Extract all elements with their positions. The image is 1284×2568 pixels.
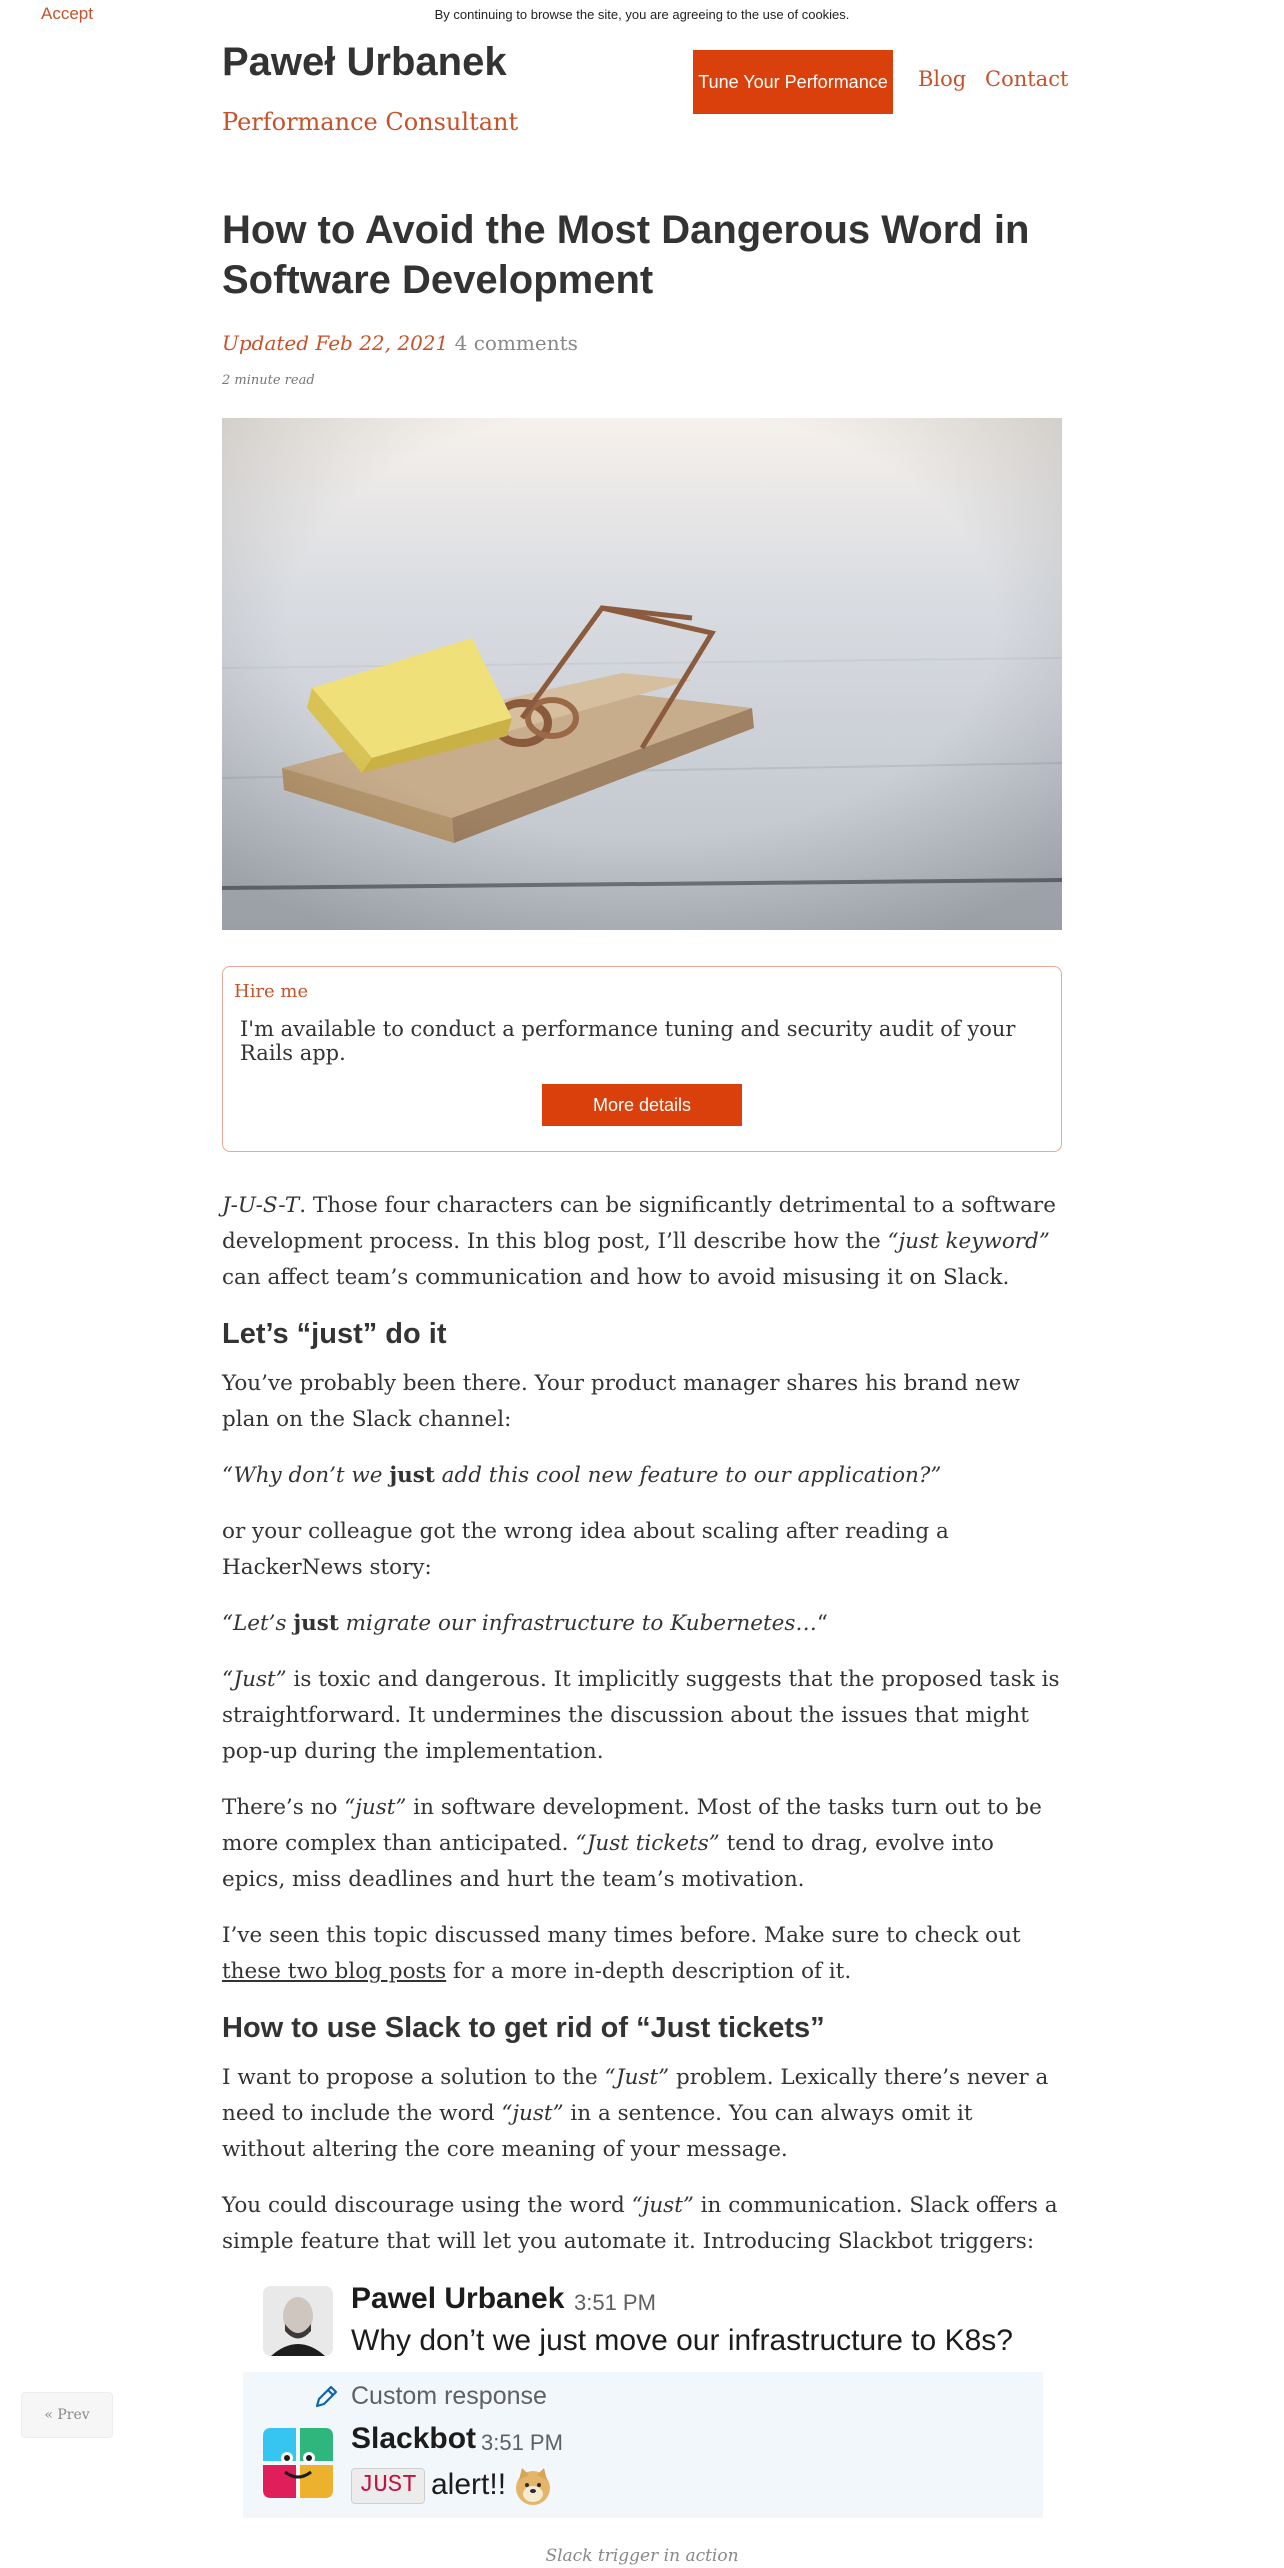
prev-post-button[interactable]: « Prev: [21, 2392, 113, 2438]
avatar: [263, 2286, 333, 2356]
quote-2: [222, 1606, 1062, 1642]
quote-1-a: “Why don’t we: [222, 1463, 390, 1488]
p5-b: for a more in-depth description of it.: [446, 1959, 852, 1984]
cookie-message: By continuing to browse the site, you are agreeing to the use of cookies.: [434, 7, 850, 22]
quote-1-just: just: [389, 1463, 435, 1488]
site-name[interactable]: Paweł Urbanek: [222, 40, 507, 84]
slack-user-name: Pawel Urbanek: [351, 2282, 565, 2315]
p7-just: “just”: [631, 2193, 694, 2218]
hire-me-label: Hire me: [234, 981, 309, 1002]
quote-2-just: just: [293, 1611, 339, 1636]
read-time: 2 minute read: [222, 373, 315, 388]
slackbot-response-panel: [243, 2372, 1043, 2518]
quote-2-b: migrate our infrastructure to Kubernetes…: [338, 1611, 817, 1636]
just-spelled: J-U-S-T: [222, 1193, 300, 1218]
blog-posts-link[interactable]: these two blog posts: [222, 1959, 447, 1984]
pencil-icon: [313, 2384, 339, 2410]
p6-c: in a sentence. You can always omit it without altering the core meaning of your message.: [222, 2101, 973, 2162]
user-avatar-icon: [263, 2286, 333, 2356]
site-role: Performance Consultant: [222, 108, 519, 136]
section-heading-lets-just: Let’s “just” do it: [222, 1318, 447, 1350]
hero-image: [222, 418, 1062, 930]
p5-a: I’ve seen this topic discussed many times before. Make sure to check out: [222, 1923, 1021, 1948]
p6-just1: “Just”: [604, 2065, 670, 2090]
p6-b: problem. Lexically there’s never a need to include the word: [222, 2065, 1049, 2126]
p7-a: You could discourage using the word: [222, 2193, 632, 2218]
p4-b: in software development. Most of the tasks turn out to be more complex than anticipated.: [222, 1795, 1042, 1856]
tune-performance-button[interactable]: [693, 50, 893, 114]
post-title: How to Avoid the Most Dangerous Word in Software Development: [222, 208, 1030, 302]
paragraph-2: or your colleague got the wrong idea about scaling after reading a HackerNews story:: [222, 1519, 949, 1580]
p4-c: tend to drag, evolve into epics, miss deadlines and hurt the team’s motivation.: [222, 1831, 994, 1892]
paragraph-6: [222, 2060, 1062, 2168]
post-comments-link[interactable]: 4 comments: [454, 331, 578, 355]
p3-just: “Just”: [222, 1667, 287, 1692]
quote-2-a: “Let’s: [222, 1611, 294, 1636]
slackbot-time: 3:51 PM: [481, 2430, 563, 2455]
cookie-accept-link[interactable]: Accept: [41, 4, 93, 23]
article-body: [222, 1188, 1062, 2280]
alert-text: alert!!: [431, 2468, 507, 2501]
mousetrap-illustration: [222, 418, 1062, 930]
intro-text-b: can affect team’s communication and how to avoid misusing it on Slack.: [222, 1265, 1010, 1290]
doge-emoji-icon: [513, 2466, 553, 2506]
just-badge: JUST: [351, 2468, 425, 2504]
nav-contact-link[interactable]: Contact: [985, 67, 1069, 91]
slackbot-name: Slackbot: [351, 2422, 477, 2455]
quote-1: [222, 1458, 1062, 1494]
intro-paragraph: [222, 1188, 1062, 1296]
p4-just: “just”: [344, 1795, 407, 1820]
paragraph-5: [222, 1918, 1062, 1990]
p4-tickets: “Just tickets”: [575, 1831, 720, 1856]
p3-rest: is toxic and dangerous. It implicitly suggests that the proposed task is straightforward. It undermines the discussion about the issues that might pop-up during the implementation.: [222, 1667, 1060, 1764]
slack-trigger-screenshot: [243, 2272, 1043, 2518]
tune-performance-label: Tune Your Performance: [698, 71, 888, 92]
intro-text-a: . Those four characters can be significantly detrimental to a software development process. In this blog post, I’ll describe how the: [222, 1193, 1056, 1254]
paragraph-4: [222, 1790, 1062, 1898]
nav-blog-link[interactable]: Blog: [918, 67, 967, 91]
p4-a: There’s no: [222, 1795, 345, 1820]
hire-me-box: [222, 966, 1062, 1152]
post-updated-date: Updated Feb 22, 2021: [222, 331, 449, 355]
slack-user-time: 3:51 PM: [574, 2290, 656, 2315]
slack-user-message: Why don’t we just move our infrastructure to K8s?: [351, 2324, 1013, 2357]
paragraph-1: You’ve probably been there. Your product manager shares his brand new plan on the Slack channel:: [222, 1371, 1020, 1432]
p7-b: in communication. Slack offers a simple feature that will let you automate it. Introducing Slackbot triggers:: [222, 2193, 1058, 2254]
paragraph-7: [222, 2188, 1062, 2260]
cookie-bar: [0, 0, 1284, 30]
quote-2-end: “: [816, 1611, 828, 1636]
p6-a: I want to propose a solution to the: [222, 2065, 605, 2090]
slackbot-icon: [263, 2428, 333, 2498]
post-meta: [222, 331, 578, 355]
quote-1-b: add this cool new feature to our application?”: [434, 1463, 942, 1488]
intro-keyword: “just keyword”: [887, 1229, 1050, 1254]
custom-response-label: Custom response: [351, 2382, 547, 2410]
image-caption: Slack trigger in action: [545, 2546, 739, 2566]
more-details-button[interactable]: More details: [542, 1084, 742, 1126]
p6-just2: “just”: [501, 2101, 564, 2126]
hire-me-text: I'm available to conduct a performance tuning and security audit of your Rails app.: [240, 1017, 1016, 1065]
section-heading-slack: How to use Slack to get rid of “Just tickets”: [222, 2012, 825, 2044]
paragraph-3: [222, 1662, 1062, 1770]
